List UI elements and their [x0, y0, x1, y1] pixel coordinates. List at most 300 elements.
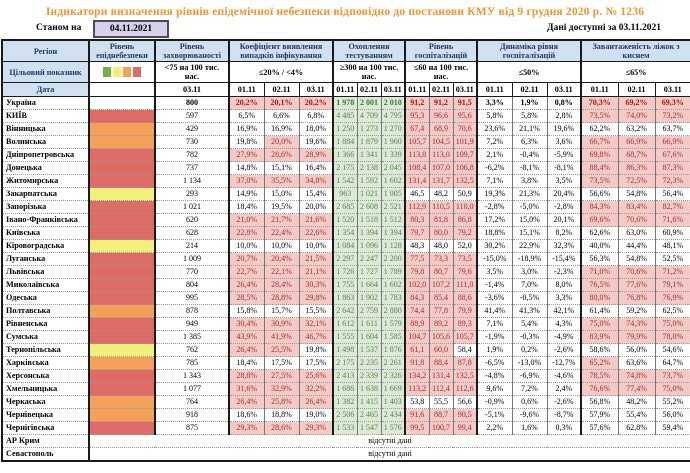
morbidity-value: 949: [155, 318, 229, 331]
epidemic-level-swatch: [89, 266, 155, 279]
detection-coef-value: 32,1%: [299, 318, 333, 331]
detection-coef-value: 26,4%: [299, 396, 333, 409]
date-cell: 02.11: [429, 83, 453, 97]
morbidity-value: 429: [155, 123, 229, 136]
hosp-dynamics-value: -0,4%: [512, 149, 547, 162]
date-cell: 02.11: [357, 83, 381, 97]
detection-coef-value: 22,7%: [229, 266, 264, 279]
morbidity-value: 730: [155, 136, 229, 149]
hospitalization-value: 70,6: [453, 123, 477, 136]
detection-coef-value: 28,9%: [299, 149, 333, 162]
epidemic-level-legend: [89, 62, 155, 83]
detection-coef-value: 28,4%: [264, 279, 299, 292]
hospitalization-value: 56,6: [453, 396, 477, 409]
epidemic-level-swatch: [89, 123, 155, 136]
col-header-oxygen-beds: Завантаженість ліжок з киснем: [581, 40, 690, 62]
region-label: Полтавська: [2, 305, 89, 318]
oxygen-beds-value: 63,2%: [618, 123, 655, 136]
detection-coef-value: 15,0%: [264, 188, 299, 201]
oxygen-beds-value: 56,6%: [581, 188, 618, 201]
epidemic-level-swatch: [89, 188, 155, 201]
testing-value: 2 326: [381, 370, 405, 383]
detection-coef-value: 30,9%: [264, 318, 299, 331]
testing-value: 1 585: [381, 331, 405, 344]
oxygen-beds-value: 62,2%: [581, 123, 618, 136]
detection-coef-value: 31,6%: [229, 383, 264, 396]
detection-coef-value: 10,0%: [229, 240, 264, 253]
region-label: Запорізька: [2, 201, 89, 214]
hospitalization-value: 88,9: [405, 318, 429, 331]
hospitalization-value: 73,3: [429, 253, 453, 266]
testing-value: 2 138: [357, 162, 381, 175]
hosp-dynamics-value: 2,2%: [477, 422, 512, 435]
detection-coef-value: 32,9%: [264, 383, 299, 396]
oxygen-beds-value: 67,6%: [655, 149, 690, 162]
testing-value: 2 759: [357, 305, 381, 318]
hosp-dynamics-value: -4,8%: [477, 370, 512, 383]
col-header-morbidity: Рівень захворюваності: [155, 40, 229, 62]
testing-value: 1 863: [333, 292, 357, 305]
oxygen-beds-value: 77,6%: [618, 279, 655, 292]
region-label: Черкаська: [2, 396, 89, 409]
detection-coef-value: 10,0%: [264, 240, 299, 253]
hosp-dynamics-value: 20,1%: [547, 214, 581, 227]
hosp-dynamics-value: 7,1%: [477, 175, 512, 188]
hospitalization-value: 131,4: [429, 370, 453, 383]
table-row: [2, 253, 690, 266]
hospitalization-value: 96,6: [429, 110, 453, 123]
oxygen-beds-value: 56,3%: [581, 253, 618, 266]
hosp-dynamics-value: 20,4%: [547, 188, 581, 201]
oxygen-beds-value: 82,7%: [655, 201, 690, 214]
hosp-dynamics-value: -4,9%: [547, 331, 581, 344]
date-cell: 03.11: [155, 83, 229, 97]
testing-value: 1 518: [357, 214, 381, 227]
region-label: Тернопільська: [2, 344, 89, 357]
testing-value: 2 434: [381, 409, 405, 422]
oxygen-beds-value: 78,0%: [655, 331, 690, 344]
oxygen-beds-value: 73,2%: [655, 110, 690, 123]
table-row: [2, 123, 690, 136]
testing-value: 1 876: [381, 344, 405, 357]
hospitalization-value: 87,8: [453, 357, 477, 370]
epidemic-level-swatch: [89, 214, 155, 227]
hosp-dynamics-value: 32,3%: [547, 240, 581, 253]
detection-coef-value: 17,5%: [264, 357, 299, 370]
oxygen-beds-value: 55,4%: [618, 409, 655, 422]
testing-value: 1 250: [333, 123, 357, 136]
epidemic-level-swatch: [89, 279, 155, 292]
testing-value: 1 415: [357, 396, 381, 409]
hospitalization-value: 131,4: [405, 175, 429, 188]
hospitalization-value: 68,9: [429, 123, 453, 136]
hosp-dynamics-value: 3,0%: [512, 266, 547, 279]
morbidity-value: 878: [155, 305, 229, 318]
oxygen-beds-value: 69,6%: [581, 214, 618, 227]
hospitalization-value: 105,6: [429, 331, 453, 344]
table-header: [2, 40, 690, 97]
table-row: [2, 383, 690, 396]
region-label: Донецька: [2, 162, 89, 175]
hospitalization-value: 99,5: [405, 422, 429, 435]
region-label: Вінницька: [2, 123, 89, 136]
testing-value: 1 273: [357, 123, 381, 136]
testing-value: 1 096: [357, 240, 381, 253]
oxygen-beds-value: 76,6%: [581, 383, 618, 396]
region-label: Чернігівська: [2, 422, 89, 435]
hospitalization-value: 111,0: [453, 279, 477, 292]
oxygen-beds-value: 59,2%: [618, 305, 655, 318]
region-label: Херсонська: [2, 370, 89, 383]
testing-value: 1 902: [357, 292, 381, 305]
testing-value: 1 382: [333, 396, 357, 409]
testing-value: 2 506: [333, 409, 357, 422]
testing-value: 1 960: [381, 136, 405, 149]
hosp-dynamics-value: 2,1%: [477, 149, 512, 162]
testing-value: 1 403: [381, 396, 405, 409]
hosp-dynamics-value: 0,2%: [512, 344, 547, 357]
region-label: Волинська: [2, 136, 89, 149]
oxygen-beds-value: 74,0%: [618, 110, 655, 123]
threshold-oxygen-beds: ≤65%: [581, 62, 690, 83]
threshold-testing: ≥300 на 100 тис. нас.: [333, 62, 405, 83]
hospitalization-value: 101,9: [453, 136, 477, 149]
detection-coef-value: 20,4%: [264, 253, 299, 266]
testing-value: 2 685: [333, 201, 357, 214]
hospitalization-value: 84,3: [405, 292, 429, 305]
hospitalization-value: 109,7: [453, 149, 477, 162]
oxygen-beds-value: 79,9%: [618, 331, 655, 344]
oxygen-beds-value: 66,9%: [618, 136, 655, 149]
detection-coef-value: 17,5%: [299, 357, 333, 370]
detection-coef-value: 26,4%: [229, 396, 264, 409]
hosp-dynamics-value: -0,5%: [512, 292, 547, 305]
hospitalization-value: 100,7: [429, 422, 453, 435]
hosp-dynamics-value: 15,1%: [512, 227, 547, 240]
date-cell: 03.11: [381, 83, 405, 97]
table-row: [2, 279, 690, 292]
epidemic-level-swatch: [89, 383, 155, 396]
hosp-dynamics-value: -5,9%: [547, 149, 581, 162]
hosp-dynamics-value: 17,2%: [477, 214, 512, 227]
oxygen-beds-value: 61,4%: [581, 305, 618, 318]
hosp-dynamics-value: 4,3%: [547, 318, 581, 331]
detection-coef-value: 20,2%: [229, 97, 264, 110]
hospitalization-value: 86,8: [453, 214, 477, 227]
detection-coef-value: 20,7%: [229, 253, 264, 266]
detection-coef-value: 30,3%: [299, 279, 333, 292]
region-label: Дніпропетровська: [2, 149, 89, 162]
hosp-dynamics-value: 30,2%: [477, 240, 512, 253]
hosp-dynamics-value: 3,3%: [547, 292, 581, 305]
oxygen-beds-value: 56,8%: [581, 396, 618, 409]
hosp-dynamics-value: 1,6%: [512, 422, 547, 435]
oxygen-beds-value: 71,2%: [655, 266, 690, 279]
date-cell: 03.11: [655, 83, 690, 97]
detection-coef-value: 28,8%: [264, 292, 299, 305]
oxygen-beds-value: 48,1%: [655, 240, 690, 253]
morbidity-value: 875: [155, 422, 229, 435]
table-row: [2, 188, 690, 201]
oxygen-beds-value: 74,8%: [618, 370, 655, 383]
date-cell: 02.11: [618, 83, 655, 97]
epidemic-level-swatch: [89, 409, 155, 422]
testing-value: 1 602: [381, 175, 405, 188]
table-row: [2, 318, 690, 331]
oxygen-beds-value: 54,8%: [618, 253, 655, 266]
table-row: [2, 448, 690, 462]
oxygen-beds-value: 80,0%: [581, 292, 618, 305]
detection-coef-value: 28,8%: [229, 370, 264, 383]
date-row: [2, 83, 690, 97]
oxygen-beds-value: 86,3%: [618, 162, 655, 175]
hosp-dynamics-value: -4,6%: [547, 370, 581, 383]
hospitalization-value: 107,2: [429, 279, 453, 292]
oxygen-beds-value: 77,4%: [618, 383, 655, 396]
detection-coef-value: 21,0%: [229, 214, 264, 227]
morbidity-value: 1 385: [155, 331, 229, 344]
hospitalization-value: 53,8: [405, 396, 429, 409]
date-cell: 02.11: [264, 83, 299, 97]
hospitalization-value: 131,7: [429, 175, 453, 188]
oxygen-beds-value: 58,6%: [581, 344, 618, 357]
hospitalization-value: 48,2: [429, 188, 453, 201]
hospitalization-value: 113,2: [405, 383, 429, 396]
hospitalization-value: 48,0: [429, 240, 453, 253]
epidemic-level-swatch: [89, 292, 155, 305]
oxygen-beds-value: 87,3%: [655, 162, 690, 175]
region-label: Чернівецька: [2, 409, 89, 422]
detection-coef-value: 46,7%: [299, 331, 333, 344]
hosp-dynamics-value: 5,4%: [512, 318, 547, 331]
region-label: Закарпатська: [2, 188, 89, 201]
detection-coef-value: 26,4%: [229, 344, 264, 357]
oxygen-beds-value: 63,0%: [618, 227, 655, 240]
oxygen-beds-value: 65,2%: [581, 357, 618, 370]
hospitalization-value: 80,7: [429, 266, 453, 279]
hospitalization-value: 50,9: [453, 188, 477, 201]
oxygen-beds-value: 57,6%: [581, 422, 618, 435]
detection-coef-value: 14,9%: [229, 188, 264, 201]
testing-value: 1 537: [357, 344, 381, 357]
detection-coef-value: 16,9%: [264, 123, 299, 136]
testing-value: 1 789: [381, 266, 405, 279]
oxygen-beds-value: 69,2%: [618, 97, 655, 110]
detection-coef-value: 29,3%: [229, 422, 264, 435]
hospitalization-value: 88,6: [453, 292, 477, 305]
hosp-dynamics-value: 0,6%: [512, 396, 547, 409]
detection-coef-value: 37,0%: [229, 175, 264, 188]
oxygen-beds-value: 56,0%: [618, 344, 655, 357]
date-row-label: Дата: [2, 83, 89, 97]
hosp-dynamics-value: -13,0%: [512, 357, 547, 370]
detection-coef-value: 22,4%: [264, 227, 299, 240]
page-title: Індикатори визначення рівнів епідемічної небезпеки відповідно до постанови КМУ від 9 грудня 2020 р. № 1236: [45, 6, 645, 18]
oxygen-beds-value: 72,3%: [655, 175, 690, 188]
detection-coef-value: 18,6%: [229, 409, 264, 422]
hospitalization-value: 112,6: [453, 383, 477, 396]
morbidity-value: 800: [155, 97, 229, 110]
oxygen-beds-value: 55,2%: [655, 396, 690, 409]
testing-value: 1 604: [357, 331, 381, 344]
hospitalization-value: 85,4: [429, 292, 453, 305]
hospitalization-value: 95,3: [405, 110, 429, 123]
testing-value: 1 498: [333, 344, 357, 357]
table-row: [2, 136, 690, 149]
hospitalization-value: 88,7: [429, 409, 453, 422]
region-label: Івано-Франківська: [2, 214, 89, 227]
testing-value: 1 354: [333, 227, 357, 240]
hosp-dynamics-value: 7,0%: [512, 279, 547, 292]
hospitalization-value: 102,0: [405, 279, 429, 292]
testing-value: 1 542: [333, 175, 357, 188]
detection-coef-value: 20,2%: [299, 97, 333, 110]
hosp-dynamics-value: -1,4%: [477, 279, 512, 292]
table-row: [2, 214, 690, 227]
oxygen-beds-value: 74,3%: [618, 318, 655, 331]
oxygen-beds-value: 66,9%: [655, 136, 690, 149]
hospitalization-value: 107,0: [429, 162, 453, 175]
hosp-dynamics-value: -5,1%: [477, 409, 512, 422]
oxygen-beds-value: 75,0%: [655, 318, 690, 331]
hosp-dynamics-value: 21,3%: [512, 188, 547, 201]
date-cell: 02.11: [512, 83, 547, 97]
table-row: [2, 175, 690, 188]
oxygen-beds-value: 59,4%: [655, 422, 690, 435]
oxygen-beds-value: 69,8%: [581, 149, 618, 162]
level-orange-square: [123, 67, 131, 77]
hospitalization-value: 79,7: [405, 227, 429, 240]
testing-value: 1 512: [381, 214, 405, 227]
table-row: [2, 201, 690, 214]
hosp-dynamics-value: -15,0%: [477, 253, 512, 266]
morbidity-value: 737: [155, 162, 229, 175]
hospitalization-value: 60,0: [429, 344, 453, 357]
hospitalization-value: 113,8: [405, 149, 429, 162]
hospitalization-value: 105,7: [453, 331, 477, 344]
hosp-dynamics-value: -2,8%: [547, 201, 581, 214]
hosp-dynamics-value: 7,2%: [512, 383, 547, 396]
hosp-dynamics-value: 2,8%: [547, 110, 581, 123]
oxygen-beds-value: 71,0%: [581, 266, 618, 279]
table-row: [2, 357, 690, 370]
oxygen-beds-value: 70,6%: [618, 266, 655, 279]
hospitalization-value: 104,7: [405, 331, 429, 344]
hospitalization-value: 80,3: [405, 214, 429, 227]
detection-coef-value: 29,8%: [299, 292, 333, 305]
no-data-cell: відсутні дані: [89, 448, 690, 462]
testing-value: 1 394: [357, 227, 381, 240]
testing-value: 2 413: [333, 370, 357, 383]
col-header-epidemic-level: Рівень епіднебезпеки: [89, 40, 155, 62]
testing-value: 1 783: [381, 292, 405, 305]
oxygen-beds-value: 60,9%: [655, 227, 690, 240]
hospitalization-value: 105,7: [405, 136, 429, 149]
region-label: Україна: [2, 97, 89, 110]
epidemic-level-swatch: [89, 331, 155, 344]
target-row-label: Цільовий показник: [2, 62, 89, 83]
detection-coef-value: 6,5%: [229, 110, 264, 123]
epidemic-level-swatch: [89, 136, 155, 149]
testing-value: 1 686: [333, 383, 357, 396]
testing-value: 1 394: [381, 227, 405, 240]
region-label: Хмельницька: [2, 383, 89, 396]
hosp-dynamics-value: -6,5%: [477, 357, 512, 370]
date-cell-empty: [89, 83, 155, 97]
region-label: Севастополь: [2, 448, 89, 462]
table-row: [2, 162, 690, 175]
level-yellow-square: [113, 67, 121, 77]
oxygen-beds-value: 83,4%: [618, 201, 655, 214]
testing-value: 1 602: [381, 279, 405, 292]
epidemic-level-swatch: [89, 162, 155, 175]
hospitalization-value: 80,0: [429, 227, 453, 240]
indicators-table: [1, 39, 690, 462]
level-red-square: [133, 67, 141, 77]
hospitalization-value: 110,5: [429, 201, 453, 214]
region-label: Житомирська: [2, 175, 89, 188]
oxygen-beds-value: 79,1%: [655, 279, 690, 292]
table-row: [2, 396, 690, 409]
hospitalization-value: 132,5: [453, 370, 477, 383]
table-row: [2, 240, 690, 253]
epidemic-level-swatch: [89, 318, 155, 331]
testing-value: 1 884: [333, 136, 357, 149]
testing-value: 1 664: [357, 279, 381, 292]
testing-value: 1 579: [381, 318, 405, 331]
hospitalization-value: 81,8: [429, 214, 453, 227]
testing-value: 1 592: [357, 175, 381, 188]
detection-coef-value: 19,8%: [299, 344, 333, 357]
hosp-dynamics-value: 1,9%: [512, 97, 547, 110]
oxygen-beds-value: 62,5%: [655, 305, 690, 318]
oxygen-beds-value: 73,5%: [581, 175, 618, 188]
as-of-date-box: 04.11.2021: [93, 20, 169, 38]
testing-value: 1 669: [381, 383, 405, 396]
testing-value: 4 485: [333, 110, 357, 123]
epidemic-level-swatch: [89, 370, 155, 383]
table-row: [2, 110, 690, 123]
detection-coef-value: 22,1%: [264, 266, 299, 279]
testing-value: 2 608: [357, 201, 381, 214]
hosp-dynamics-value: 6,3%: [512, 136, 547, 149]
date-cell: 01.11: [581, 83, 618, 97]
testing-value: 1 270: [381, 123, 405, 136]
detection-coef-value: 28,5%: [229, 292, 264, 305]
hosp-dynamics-value: -1,9%: [477, 331, 512, 344]
morbidity-value: 293: [155, 188, 229, 201]
morbidity-value: 1 343: [155, 370, 229, 383]
date-cell: 01.11: [229, 83, 264, 97]
hospitalization-value: 89,2: [429, 318, 453, 331]
oxygen-beds-value: 54,6%: [655, 344, 690, 357]
hosp-dynamics-value: -15,4%: [547, 253, 581, 266]
detection-coef-value: 16,9%: [229, 123, 264, 136]
hospitalization-value: 79,6: [453, 266, 477, 279]
testing-value: 963: [333, 188, 357, 201]
detection-coef-value: 19,5%: [264, 201, 299, 214]
hosp-dynamics-value: 7,2%: [477, 136, 512, 149]
col-header-hosp-dynamics: Динаміка рівня госпіталізацій: [477, 40, 581, 62]
testing-value: 1 755: [333, 279, 357, 292]
table-row: [2, 149, 690, 162]
epidemic-level-swatch: [89, 175, 155, 188]
table-row: [2, 409, 690, 422]
morbidity-value: 918: [155, 409, 229, 422]
oxygen-beds-value: 84,3%: [581, 201, 618, 214]
testing-value: 1 084: [333, 240, 357, 253]
report-page: [1, 0, 689, 462]
